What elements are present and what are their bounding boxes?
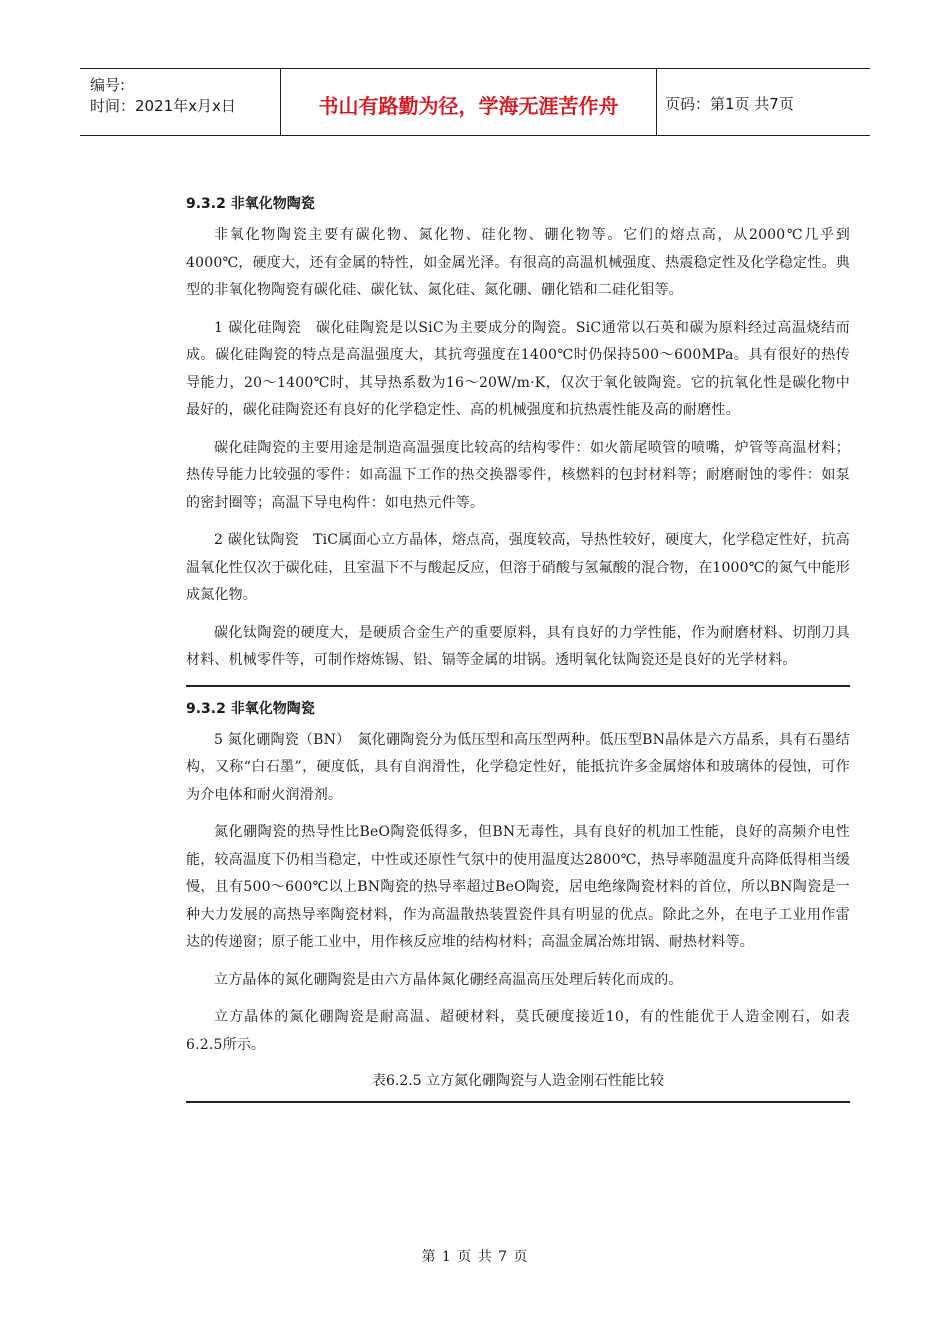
section-title: 9.3.2 非氧化物陶瓷 <box>186 196 315 212</box>
paragraph: 碳化钛陶瓷的硬度大，是硬质合金生产的重要原料，具有良好的力学性能，作为耐磨材料、切削刀具材料、机械零件等，可制作熔炼锡、铅、镉等金属的坩锅。透明氧化钛陶瓷还是良好的光学材料。 <box>186 624 850 668</box>
table-top-rule <box>186 1101 850 1103</box>
paragraph: 氮化硼陶瓷的热导性比BeO陶瓷低得多，但BN无毒性，具有良好的机加工性能，良好的高频介电性能，较高温度下仍相当稳定，中性或还原性气氛中的使用温度达2800℃，热导率随温度升高降低得相当缓慢，且有500～600℃以上BN陶瓷的热导率超过BeO陶瓷，居电绝缘陶瓷材料的首位，所以BN陶瓷是一种大力发展的高热导率陶瓷材料，作为高温散热装置瓷件具有明显的优点。除此之外，在电子工业用作雷达的传递窗；原子能工业中，用作核反应堆的结构材料；高温金属冶炼坩锅、耐热材料等。 <box>186 824 850 950</box>
paragraph: 立方晶体的氮化硼陶瓷是由六方晶体氮化硼经高温高压处理后转化而成的。 <box>214 971 683 988</box>
paragraph: 2 碳化钛陶瓷 TiC属面心立方晶体，熔点高，强度较高，导热性较好，硬度大，化学稳定性好，抗高温氧化性仅次于碳化硅，且室温下不与酸起反应，但溶于硝酸与氢氟酸的混合物，在1000℃的氮气中能形成氮化物。 <box>186 532 850 603</box>
paragraph: 立方晶体的氮化硼陶瓷是耐高温、超硬材料，莫氏硬度接近10，有的性能优于人造金刚石，如表6.2.5所示。 <box>186 1009 850 1053</box>
document-body <box>186 194 850 1115</box>
paragraph: 5 氮化硼陶瓷（BN） 氮化硼陶瓷分为低压型和高压型两种。低压型BN晶体是六方晶系，具有石墨结构，又称“白石墨”，硬度低，具有自润滑性，化学稳定性好，能抵抗许多金属熔体和玻璃体的侵蚀，可作为介电体和耐火润滑剂。 <box>186 731 850 803</box>
number-label: 编号: <box>90 76 126 94</box>
table-caption: 表6.2.5 立方氮化硼陶瓷与人造金刚石性能比较 <box>371 1073 665 1089</box>
paragraph: 1 碳化硅陶瓷 碳化硅陶瓷是以SiC为主要成分的陶瓷。SiC通常以石英和碳为原料经过高温烧结而成。碳化硅陶瓷的特点是高温强度大，其抗弯强度在1400℃时仍保持500～600MPa。具有很好的热传导能力，20～1400℃时，其导热系数为16～20W/m·K，仅次于氧化铍陶瓷。它的抗氧化性是碳化物中最好的，碳化硅陶瓷还有良好的化学稳定性、高的机械强度和抗热震性能及高的耐磨性。 <box>186 319 850 418</box>
section-title: 9.3.2 非氧化物陶瓷 <box>186 700 315 717</box>
header-meta-cell <box>80 69 281 135</box>
header-page-info: 页码：第1页 共7页 <box>665 95 794 113</box>
paragraph: 非氧化物陶瓷主要有碳化物、氮化物、硅化物、硼化物等。它们的熔点高，从2000℃几乎到4000℃，硬度大，还有金属的特性，如金属光泽。有很高的高温机械强度、热震稳定性及化学稳定性。典型的非氧化物陶瓷有碳化硅、碳化钛、氮化硅、氮化硼、硼化锆和二硅化钼等。 <box>186 227 850 298</box>
document-header <box>80 68 870 136</box>
date-label: 时间：2021年x月x日 <box>90 97 236 115</box>
page-footer: 第 1 页 共 7 页 <box>421 1249 529 1265</box>
header-motto: 书山有路勤为径，学海无涯苦作舟 <box>281 69 657 135</box>
paragraph: 碳化硅陶瓷的主要用途是制造高温强度比较高的结构零件：如火箭尾喷管的喷嘴，炉管等高温材料；热传导能力比较强的零件：如高温下工作的热交换器零件，核燃料的包封材料等；耐磨耐蚀的零件：如泵的密封圈等；高温下导电构件：如电热元件等。 <box>186 439 850 511</box>
section-divider <box>186 685 850 687</box>
